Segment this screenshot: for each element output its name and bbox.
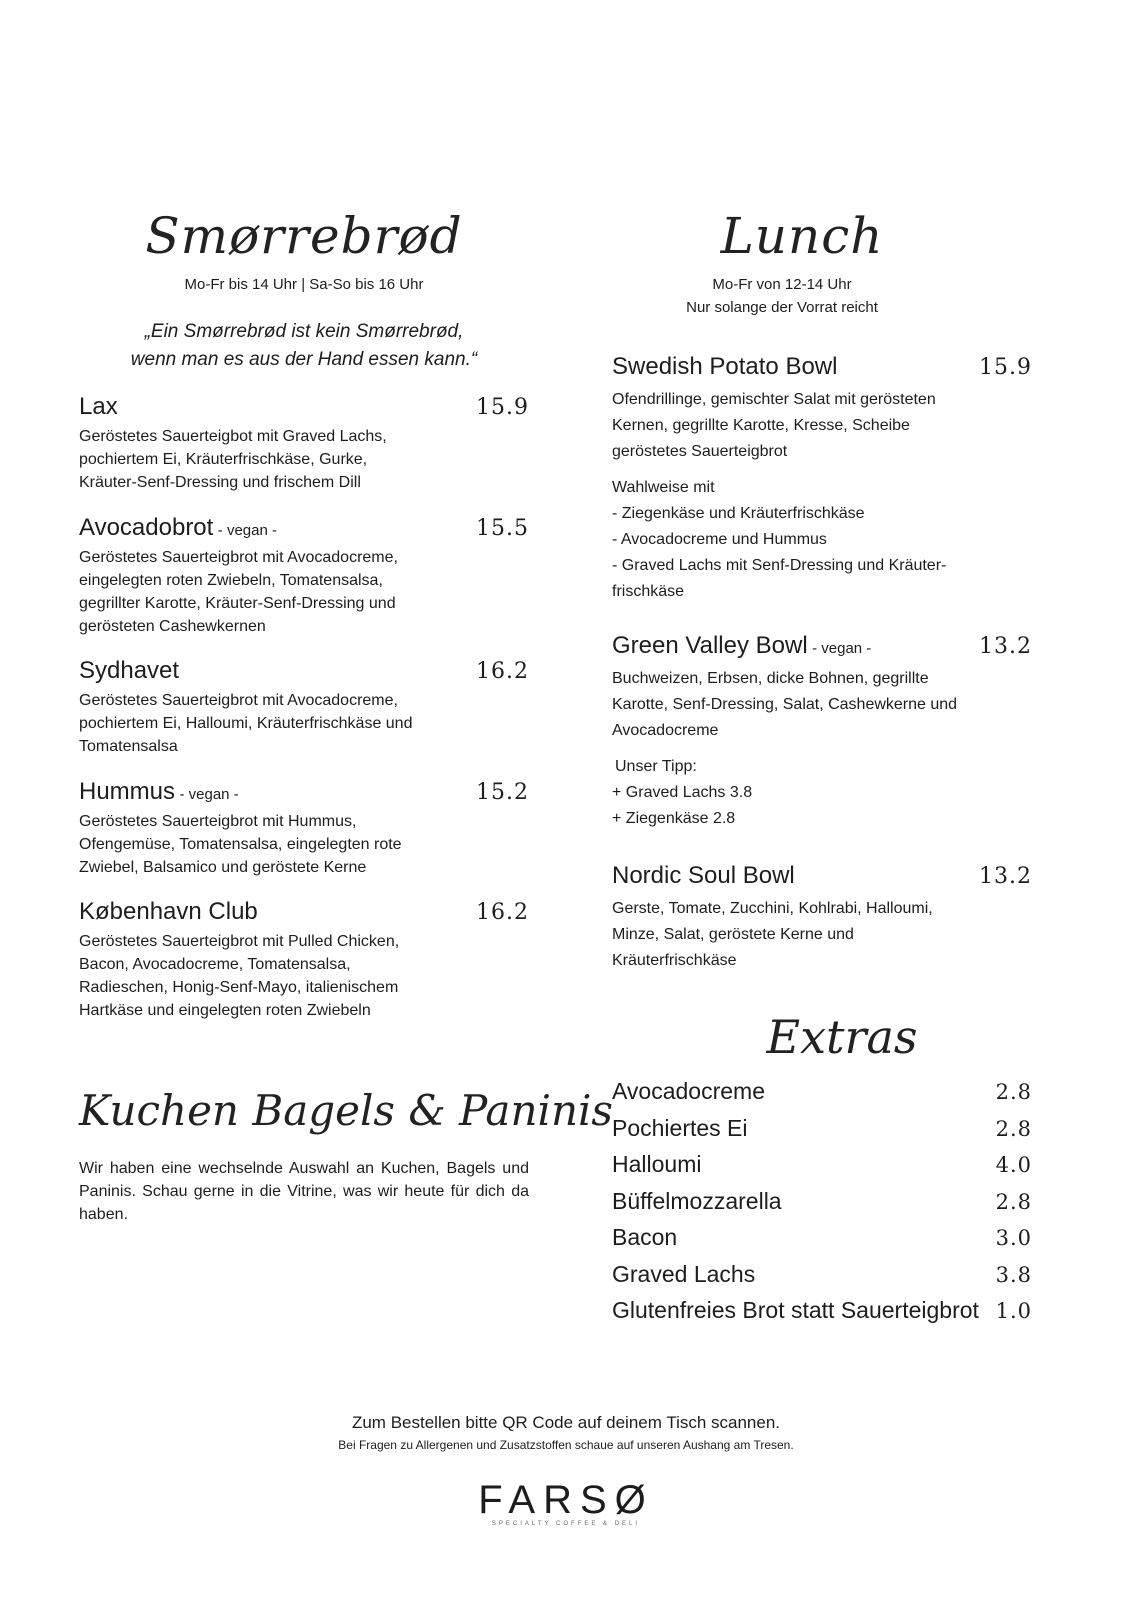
item-description: Ofendrillinge, gemischter Salat mit gerösteten Kernen, gegrillte Karotte, Kresse, Scheibe geröstetes Sauerteigbrot [612, 391, 936, 460]
item-name: Nordic Soul Bowl [612, 862, 795, 889]
extra-row [612, 1224, 1032, 1261]
extra-name: Graved Lachs [612, 1260, 756, 1287]
extra-row [612, 1188, 1032, 1225]
extra-row [612, 1297, 1032, 1334]
smorrebrod-hours: Mo-Fr bis 14 Uhr | Sa-So bis 16 Uhr [184, 276, 424, 293]
extras-list [612, 1078, 1032, 1334]
extra-row [612, 1078, 1032, 1115]
extra-price: 2.8 [995, 1080, 1032, 1104]
item-name: Sydhavet [79, 657, 180, 684]
item-description: Geröstetes Sauerteigbrot mit Hummus, Ofengemüse, Tomatensalsa, eingelegten rote Zwiebel, Balsamico und geröstete Kerne [79, 813, 402, 876]
vegan-tag: - vegan - [179, 786, 239, 803]
item-price: 13.2 [979, 864, 1032, 889]
item-name: Hummus [79, 778, 176, 805]
item-price: 15.2 [476, 780, 529, 805]
smorrebrod-quote [79, 318, 529, 374]
farso-logo [0, 1478, 1132, 1527]
item-description: Geröstetes Sauerteigbrot mit Pulled Chicken, Bacon, Avocadocreme, Tomatensalsa, Radieschen, Honig-Senf-Mayo, italienischem Hartkäse und eingelegten roten Zwiebeln [79, 933, 400, 1019]
item-description: Buchweizen, Erbsen, dicke Bohnen, gegrillte Karotte, Senf-Dressing, Salat, Cashewkerne und Avocadocreme [612, 670, 958, 739]
item-name: Green Valley Bowl [612, 632, 808, 659]
extra-price: 2.8 [995, 1189, 1032, 1214]
logo-wordmark: FARSØ [478, 1478, 654, 1522]
menu-item-sydhavet [79, 657, 529, 758]
kuchen-text: Wir haben eine wechselnde Auswahl an Kuchen, Bagels und Paninis. Schau gerne in die Vitrine, was wir heute für dich da haben. [79, 1160, 529, 1223]
menu-item-kobenhavn-club [79, 898, 529, 1022]
extra-price: 2.8 [995, 1116, 1032, 1141]
extra-name: Büffelmozzarella [612, 1187, 782, 1214]
extra-price: 3.8 [995, 1262, 1032, 1287]
item-name: Lax [79, 393, 118, 420]
extra-row [612, 1151, 1032, 1188]
footer-allergen-note: Bei Fragen zu Allergenen und Zusatzstoffen schaue auf unseren Aushang am Tresen. [338, 1438, 794, 1452]
quote-line-2: wenn man es aus der Hand essen kann.“ [130, 349, 478, 370]
item-description: Geröstetes Sauerteigbrot mit Avocadocreme, eingelegten roten Zwiebeln, Tomatensalsa, gegrillter Karotte, Kräuter-Senf-Dressing und gerösteten Cashewkernen [79, 549, 398, 635]
extra-name: Glutenfreies Brot statt Sauerteigbrot [612, 1297, 979, 1323]
options-heading: Wahlweise mit [612, 479, 715, 496]
item-price: 15.5 [476, 516, 529, 541]
footer [0, 1410, 1132, 1454]
tip-item: + Ziegenkäse 2.8 [612, 810, 736, 827]
item-description: Geröstetes Sauerteigbot mit Graved Lachs, pochiertem Ei, Kräuterfrischkäse, Gurke, Kräuter-Senf-Dressing und frischem Dill [79, 428, 387, 491]
lunch-note: Nur solange der Vorrat reicht [686, 299, 878, 316]
menu-item-green-valley-bowl [612, 632, 1032, 832]
option-item: - Graved Lachs mit Senf-Dressing und Kräuter-frischkäse [612, 557, 947, 600]
item-price: 16.2 [476, 659, 529, 684]
extra-row [612, 1261, 1032, 1298]
menu-item-hummus [79, 778, 529, 879]
item-price: 16.2 [476, 900, 529, 925]
extra-name: Pochiertes Ei [612, 1114, 748, 1141]
extra-name: Bacon [612, 1224, 678, 1250]
extra-name: Halloumi [612, 1151, 702, 1177]
item-name: Avocadobrot [79, 514, 214, 541]
kuchen-title: Kuchen Bagels & Paninis [79, 1086, 613, 1135]
logo-tagline: SPECIALTY COFFEE & DELI [491, 1521, 641, 1527]
item-description: Geröstetes Sauerteigbrot mit Avocadocreme, pochiertem Ei, Halloumi, Kräuterfrischkäse und Tomatensalsa [79, 692, 413, 755]
lunch-hours: Mo-Fr von 12-14 Uhr [712, 276, 852, 293]
vegan-tag: - vegan - [217, 522, 277, 539]
extra-row [612, 1115, 1032, 1152]
item-price: 15.9 [979, 355, 1032, 380]
option-item: - Avocadocreme und Hummus [612, 531, 827, 548]
options-list [612, 475, 1032, 605]
menu-item-nordic-soul-bowl [612, 862, 1032, 974]
menu-item-swedish-potato-bowl [612, 353, 1032, 605]
tip-item: + Graved Lachs 3.8 [612, 784, 753, 801]
item-price: 15.9 [476, 395, 529, 420]
menu-item-avocadobrot [79, 514, 529, 638]
menu-item-lax [79, 393, 529, 494]
extra-price: 4.0 [995, 1153, 1032, 1177]
option-item: - Ziegenkäse und Kräuterfrischkäse [612, 505, 865, 522]
item-price: 13.2 [979, 634, 1032, 659]
quote-line-1: „Ein Smørrebrød ist kein Smørrebrød, [144, 321, 464, 342]
extras-title: Extras [766, 1010, 918, 1064]
tips-heading: Unser Tipp: [615, 758, 697, 775]
extra-name: Avocadocreme [612, 1078, 765, 1104]
item-name: Swedish Potato Bowl [612, 353, 838, 380]
extra-price: 3.0 [995, 1226, 1032, 1250]
item-description: Gerste, Tomate, Zucchini, Kohlrabi, Halloumi, Minze, Salat, geröstete Kerne und Kräuterfrischkäse [612, 900, 933, 969]
extra-price: 1.0 [995, 1299, 1032, 1323]
lunch-hours-block [612, 273, 952, 319]
vegan-tag: - vegan - [812, 640, 872, 657]
tips-list [612, 754, 1032, 832]
item-name: København Club [79, 898, 258, 925]
footer-order-note: Zum Bestellen bitte QR Code auf deinem Tisch scannen. [351, 1413, 781, 1432]
lunch-title: Lunch [720, 207, 884, 265]
smorrebrod-title: Smørrebrød [145, 207, 463, 265]
